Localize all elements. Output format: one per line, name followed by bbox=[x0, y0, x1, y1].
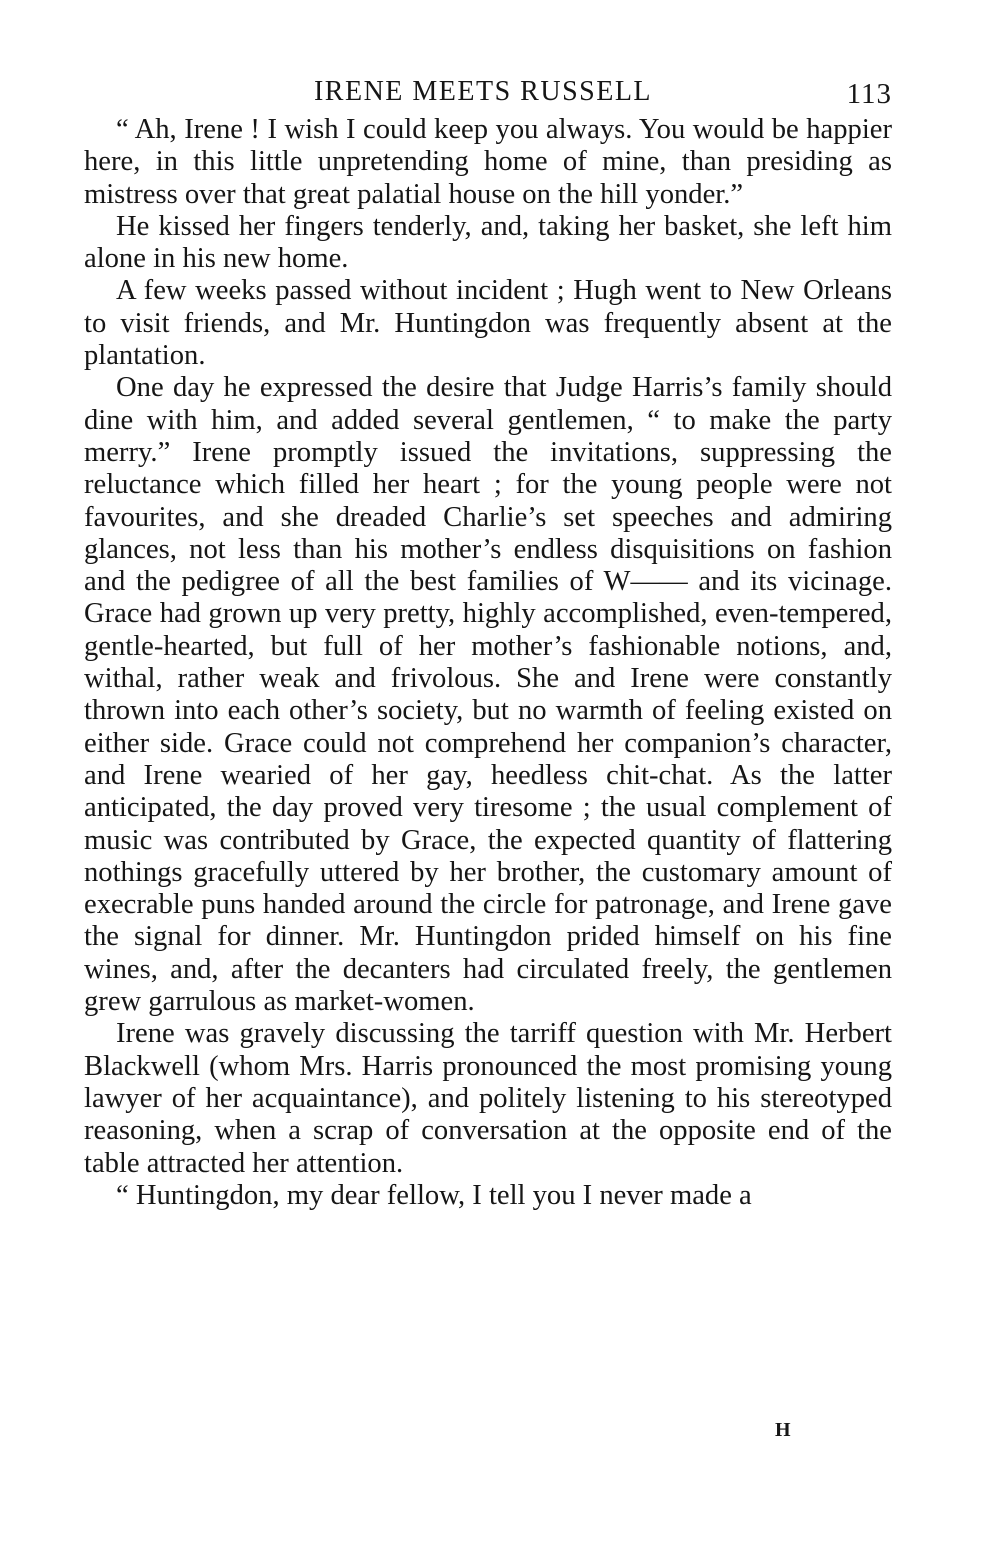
running-title: IRENE MEETS RUSSELL bbox=[313, 76, 653, 107]
paragraph: “ Ah, Irene ! I wish I could keep you always. You would be happier here, in this little unpretending home of mine, than presiding as mistress over that great palatial house on the hill yonder.” bbox=[84, 114, 892, 210]
paragraph: Irene was gravely discussing the tarriff question with Mr. Herbert Blackwell (whom Mrs. Harris pronounced the most promising young lawyer of her acquaintance), and politely listening to his stereotyped reasoning, when a scrap of conversation at the opposite end of the table attracted her attention. bbox=[84, 1018, 892, 1179]
paragraph: One day he expressed the desire that Judge Harris’s family should dine with him, and added several gentlemen, “ to make the party merry.” Irene promptly issued the invitations, suppressing the reluctance which filled her heart ; for the young people were not favourites, and she dreaded Charlie’s set speeches and admiring glances, not less than his mother’s endless disquisitions on fashion and the pedigree of all the best families of W—— and its vicinage. Grace had grown up very pretty, highly accomplished, even-tempered, gentle-hearted, but full of her mother’s fashionable notions, and, withal, rather weak and frivolous. She and Irene were constantly thrown into each other’s society, but no warmth of feeling existed on either side. Grace could not comprehend her companion’s character, and Irene wearied of her gay, heedless chit-chat. As the latter anticipated, the day proved very tiresome ; the usual complement of music was contributed by Grace, the expected quantity of flattering nothings gracefully uttered by her brother, the customary amount of execrable puns handed around the circle for patronage, and Irene gave the signal for dinner. Mr. Huntingdon prided himself on his fine wines, and, after the decanters had circulated freely, the gentlemen grew garrulous as market-women. bbox=[84, 372, 892, 1018]
page-number: 113 bbox=[846, 78, 892, 110]
paragraph: A few weeks passed without incident ; Hugh went to New Orleans to visit friends, and Mr. Huntingdon was frequently absent at the plantation. bbox=[84, 275, 892, 372]
book-page bbox=[84, 70, 892, 1212]
signature-mark: H bbox=[775, 1419, 791, 1441]
paragraph: He kissed her fingers tenderly, and, taking her basket, she left him alone in his new home. bbox=[84, 210, 892, 275]
paragraph: “ Huntingdon, my dear fellow, I tell you I never made a bbox=[116, 1179, 752, 1211]
running-head bbox=[84, 70, 892, 114]
body-text bbox=[84, 114, 892, 1212]
